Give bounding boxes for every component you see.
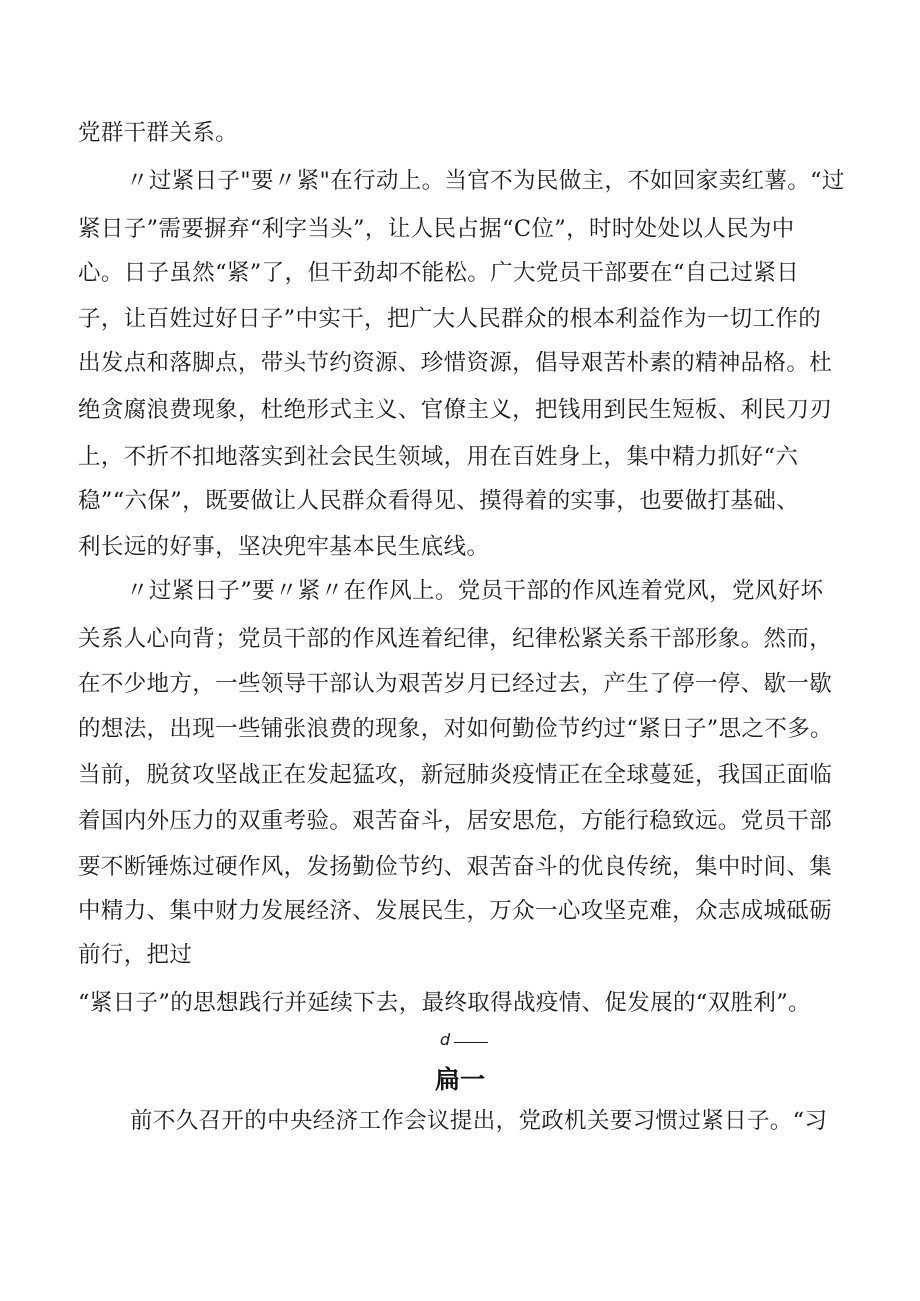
text-line-3: 紧日子”需要摒弃“利字当头”，让人民占据“C位”，时时处处以人民为中 (78, 216, 795, 242)
section-marker-letter: d (440, 1030, 451, 1049)
section-marker (440, 1030, 488, 1050)
text-line-16: 着国内外压力的双重考验。艰苦奋斗，居安思危，方能行稳致远。党员干部 (78, 808, 833, 834)
text-line-6: 出发点和落脚点，带头节约资源、珍惜资源，倡导艰苦朴素的精神品格。杜 (78, 350, 833, 376)
text-line-20: “紧日子”的思想践行并延续下去，最终取得战疫情、促发展的“双胜利”。 (78, 990, 811, 1016)
text-line-11: 〃过紧日子”要〃紧〃在作风上。党员干部的作风连着党风，党风好坏 (126, 578, 824, 604)
text-line-7: 绝贪腐浪费现象，杜绝形式主义、官僚主义，把钱用到民生短板、利民刀刃 (78, 397, 833, 423)
text-line-10: 利长远的好事，坚决兜牢基本民生底线。 (78, 534, 490, 560)
text-line-19: 前行，把过 (78, 942, 193, 968)
text-line-13: 在不少地方，一些领导干部认为艰苦岁月已经过去，产生了停一停、歇一歇 (78, 671, 833, 697)
text-line-9: 稳”“六保”，既要做让人民群众看得见、摸得着的实事，也要做打基础、 (78, 488, 800, 514)
text-line-18: 中精力、集中财力发展经济、发展民生，万众一心攻坚克难，众志成城砥砺 (78, 898, 833, 924)
text-line-last: 前不久召开的中央经济工作会议提出，党政机关要习惯过紧日子。“习 (130, 1108, 828, 1134)
text-line-2: 〃过紧日子"要〃紧"在行动上。当官不为民做主，不如回家卖红薯。“过 (126, 168, 845, 194)
text-line-12: 关系人心向背；党员干部的作风连着纪律，纪律松紧关系干部形象。然而， (78, 626, 833, 652)
section-marker-rule (454, 1042, 488, 1043)
text-line-15: 当前，脱贫攻坚战正在发起猛攻，新冠肺炎疫情正在全球蔓延，我国正面临 (78, 762, 833, 788)
section-heading: 扁一 (434, 1065, 485, 1094)
text-line-17: 要不断锤炼过硬作风，发扬勤俭节约、艰苦奋斗的优良传统，集中时间、集 (78, 854, 833, 880)
text-line-8: 上，不折不扣地落实到社会民生领域，用在百姓身上，集中精力抓好“六 (78, 444, 799, 470)
text-line-14: 的想法，出现一些铺张浪费的现象，对如何勤俭节约过“紧日子”思之不多。 (78, 716, 833, 742)
text-line-4: 心。日子虽然“紧”了，但干劲却不能松。广大党员干部要在“自己过紧日 (78, 260, 800, 286)
text-line-1: 党群干群关系。 (78, 120, 238, 146)
text-line-5: 子，让百姓过好日子”中实干，把广大人民群众的根本利益作为一切工作的 (78, 306, 822, 332)
